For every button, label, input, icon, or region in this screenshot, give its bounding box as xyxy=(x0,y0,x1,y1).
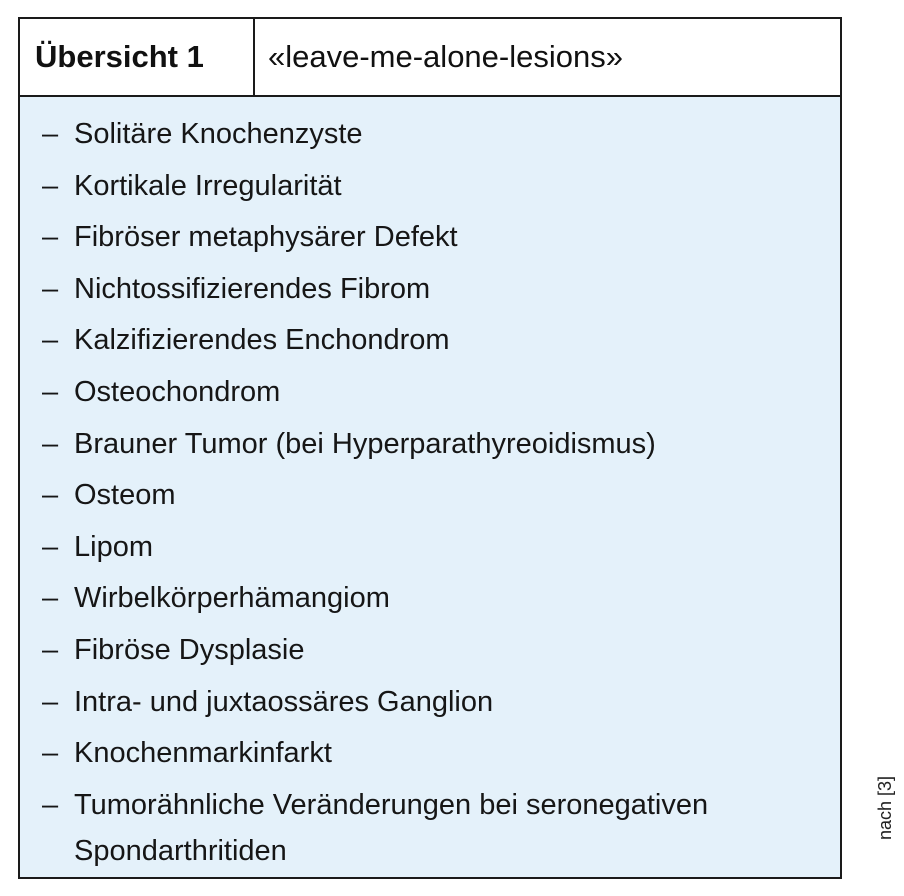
list-item xyxy=(42,472,840,518)
list-item-text: Fibröser metaphysärer Defekt xyxy=(74,221,458,254)
bullet-dash: – xyxy=(42,685,59,718)
list-item-text: Wirbelkörperhämangiom xyxy=(74,582,390,615)
list-item-text: Brauner Tumor (bei Hyperparathyreoidismus) xyxy=(74,427,656,460)
list-item xyxy=(42,369,840,415)
list-item-text: Intra- und juxtaossäres Ganglion xyxy=(74,685,494,718)
bullet-dash: – xyxy=(42,479,59,512)
list-item xyxy=(42,163,840,209)
bullet-dash: – xyxy=(42,530,59,563)
list-item xyxy=(42,782,814,874)
list-item-text: Osteom xyxy=(74,479,176,512)
bullet-dash: – xyxy=(42,788,59,821)
list-item xyxy=(42,266,840,312)
bullet-dash: – xyxy=(42,324,59,357)
lesion-list xyxy=(20,97,840,874)
list-item-text: Solitäre Knochenzyste xyxy=(74,118,363,150)
list-item xyxy=(42,679,840,725)
source-note: nach [3] xyxy=(875,775,895,840)
bullet-dash: – xyxy=(42,272,59,305)
list-item-text: Kortikale Irregularität xyxy=(74,169,342,202)
list-item xyxy=(42,575,840,621)
list-item-text: Kalzifizierendes Enchondrom xyxy=(74,324,450,357)
bullet-dash: – xyxy=(42,737,59,770)
list-item xyxy=(42,421,840,467)
bullet-dash: – xyxy=(42,375,59,408)
bullet-dash: – xyxy=(42,633,59,666)
list-item xyxy=(42,111,840,157)
bullet-dash: – xyxy=(42,169,59,202)
list-item-text: Fibröse Dysplasie xyxy=(74,633,305,666)
overview-title: «leave-me-alone-lesions» xyxy=(268,39,623,74)
list-item-text: Tumorähnliche Veränderungen bei seronegativen Spondarthritiden xyxy=(74,788,709,867)
bullet-dash: – xyxy=(42,582,59,615)
list-item xyxy=(42,317,840,363)
list-item-text: Nichtossifizierendes Fibrom xyxy=(74,272,431,305)
list-item xyxy=(42,730,840,776)
overview-label: Übersicht 1 xyxy=(20,19,255,95)
bullet-dash: – xyxy=(42,118,59,150)
bullet-dash: – xyxy=(42,221,59,254)
list-item xyxy=(42,627,840,673)
bullet-dash: – xyxy=(42,427,59,460)
list-item xyxy=(42,524,840,570)
list-item-text: Osteochondrom xyxy=(74,375,281,408)
box-header xyxy=(20,19,840,97)
list-item-text: Lipom xyxy=(74,530,153,563)
list-item-text: Knochenmarkinfarkt xyxy=(74,737,332,770)
list-item xyxy=(42,214,840,260)
overview-box xyxy=(18,17,842,879)
